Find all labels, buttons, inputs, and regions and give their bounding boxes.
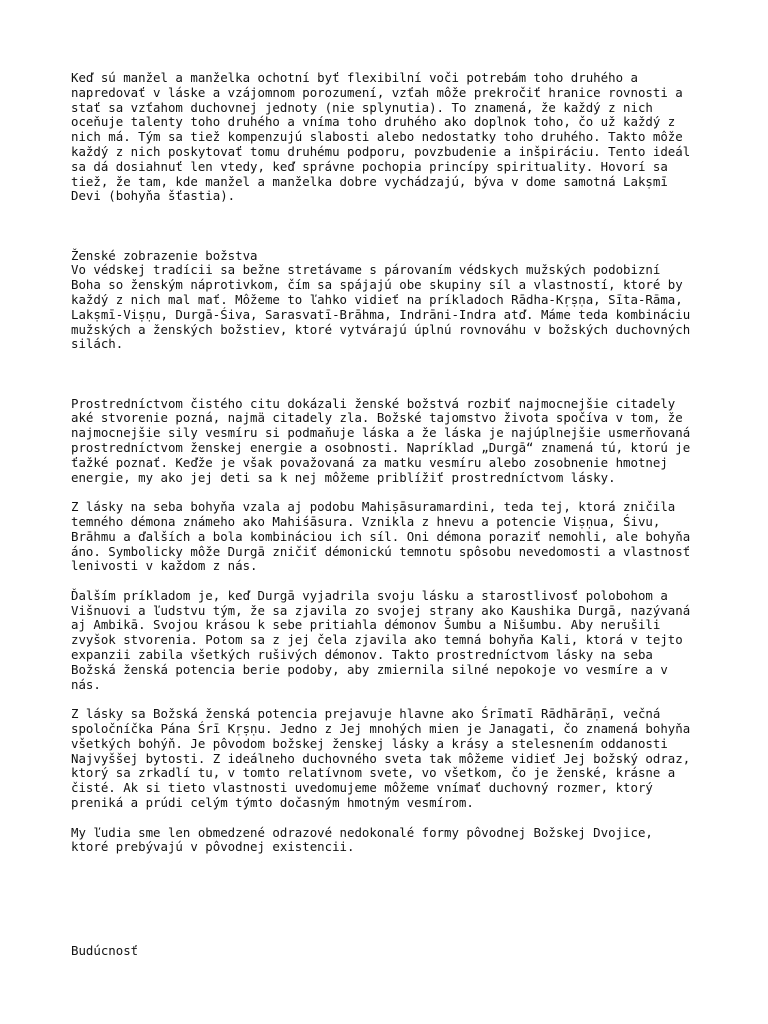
blank-line (71, 855, 711, 870)
blank-line (71, 234, 711, 249)
text-line: Prostredníctvom čistého citu dokázali ženské božstvá rozbiť najmocnejšie citadely (71, 395, 676, 411)
paragraph (71, 707, 711, 811)
text-line: nás. (71, 676, 101, 692)
text-line: každý z nich mal mať. Môžeme to ľahko vidieť na príkladoch Rādha-Kṛṣṇa, Sīta-Rāma, (71, 291, 683, 307)
blank-line (71, 382, 711, 397)
text-line: Z lásky na seba bohyňa vzala aj podobu Mahiṣāsuramardini, teda tej, ktorá zničila (71, 499, 676, 515)
blank-line (71, 914, 711, 929)
text-line: stať sa vzťahom duchovnej jednoty (nie splynutia). To znamená, že každý z nich (71, 99, 653, 115)
text-line: Keď sú manžel a manželka ochotní byť flexibilní voči potrebám toho druhého a (71, 70, 638, 85)
text-line: spoločníčka Pána Śrī Kṛṣṇu. Jedno z Jej mnohých mien je Janagati, čo znamená bohyňa (71, 721, 691, 737)
blank-line (71, 870, 711, 885)
text-line: energie, my ako jej deti sa k nej môžeme priblížiť prostredníctvom lásky. (71, 469, 616, 485)
paragraph (71, 71, 711, 204)
blank-line (71, 885, 711, 900)
text-line: My ľudia sme len obmedzené odrazové nedokonalé formy pôvodnej Božskej Dvojice, (71, 824, 653, 840)
text-line: Z lásky sa Božská ženská potencia prejavuje hlavne ako Śrīmatī Rādhārāṇī, večná (71, 706, 661, 722)
text-line: čisté. Ak si tieto vlastnosti uvedomujeme môžeme vnímať duchovný rozmer, ktorý (71, 780, 653, 796)
text-line: Ženské zobrazenie božstva (71, 247, 258, 263)
text-line: oceňuje talenty toho druhého a vníma toho druhého ako doplnok toho, čo už každý z (71, 114, 676, 130)
text-line: mužských a ženských božstiev, ktoré vytvárajú úplnú rovnováhu v božských duchovných (71, 321, 691, 337)
paragraph (71, 589, 711, 693)
text-line: Vo védskej tradícii sa bežne stretávame s párovaním védskych mužských podobizní (71, 262, 661, 278)
blank-line (71, 367, 711, 382)
text-line: aj Ambikā. Svojou krásou k sebe pritiahla démonov Šumbu a Nišumbu. Aby nerušili (71, 617, 661, 633)
paragraph (71, 500, 711, 574)
text-line: temného démona známeho ako Mahiśāsura. Vznikla z hnevu a potencie Viṣṇua, Śivu, (71, 513, 661, 529)
text-line: silách. (71, 336, 124, 352)
blank-line (71, 900, 711, 915)
text-line: tiež, že tam, kde manžel a manželka dobre vychádzajú, býva v dome samotná Lakṣmī (71, 173, 668, 189)
text-line: aké stvorenie pozná, najmä citadely zla. Božské tajomstvo života spočíva v tom, že (71, 410, 683, 426)
text-line: každý z nich poskytovať tomu druhému podporu, povzbudenie a inšpiráciu. Tento ideál (71, 143, 691, 159)
paragraph (71, 944, 711, 959)
text-line: Najvyššej bytosti. Z ideálneho duchovného sveta tak môžeme vidieť Jej božský odraz, (71, 750, 691, 766)
text-line: Lakṣmī-Viṣṇu, Durgā-Śiva, Sarasvatī-Brāhma, Indrāni-Indra atď. Máme teda kombináciu (71, 306, 691, 322)
text-line: Budúcnosť (71, 943, 139, 959)
text-line: áno. Symbolicky môže Durgā zničiť démonickú temnotu spôsobu nevedomosti a vlastnosť (71, 543, 691, 559)
blank-line (71, 811, 711, 826)
text-line: ktorý sa zrkadlí tu, v tomto relatívnom svete, vo všetkom, čo je ženské, krásne a (71, 765, 676, 781)
paragraph (71, 249, 711, 353)
blank-line (71, 692, 711, 707)
document-page (71, 71, 711, 959)
text-line: Boha so ženským náprotivkom, čím sa spájajú obe skupiny síl a vlastností, ktoré by (71, 277, 683, 293)
text-line: ťažké poznať. Keďže je však považovaná za matku vesmíru alebo zosobnenie hmotnej (71, 454, 668, 470)
text-line: Devi (bohyňa šťastia). (71, 188, 236, 204)
blank-line (71, 219, 711, 234)
blank-line (71, 929, 711, 944)
text-line: preniká a prúdi celým týmto dočasným hmotným vesmírom. (71, 795, 474, 811)
paragraph (71, 397, 711, 486)
paragraph (71, 826, 711, 856)
text-line: sa dá dosiahnuť len vtedy, keď správne pochopia princípy spirituality. Hovorí sa (71, 158, 668, 174)
text-line: ktoré prebývajú v pôvodnej existencii. (71, 839, 355, 855)
text-line: nich má. Tým sa tiež kompenzujú slabosti alebo nedostatky toho druhého. Takto môže (71, 129, 683, 145)
text-line: napredovať v láske a vzájomnom porozumení, vzťah môže prekročiť hranice rovnosti a (71, 84, 683, 100)
blank-line (71, 485, 711, 500)
text-line: Višnuovi a ľudstvu tým, že sa zjavila zo svojej strany ako Kaushika Durgā, nazývaná (71, 602, 691, 618)
text-line: lenivosti v každom z nás. (71, 558, 258, 574)
blank-line (71, 574, 711, 589)
text-line: Brāhmu a ďalších a bola kombináciou ich síl. Oni démona poraziť nemohli, ale bohyňa (71, 528, 691, 544)
blank-line (71, 204, 711, 219)
blank-line (71, 352, 711, 367)
text-line: všetkých bohýň. Je pôvodom božskej ženskej lásky a krásy a stelesnením oddanosti (71, 735, 668, 751)
text-line: prostredníctvom ženskej energie a osobnosti. Napríklad „Durgā“ znamená tú, ktorú je (71, 439, 691, 455)
text-line: expanzii zabila všetkých rušivých démonov. Takto prostredníctvom lásky na seba (71, 647, 653, 663)
text-line: Božská ženská potencia berie podoby, aby zmiernila silné nepokoje vo vesmíre a v (71, 661, 668, 677)
text-line: zvyšok stvorenia. Potom sa z jej čela zjavila ako temná bohyňa Kali, ktorá v tejto (71, 632, 683, 648)
text-line: najmocnejšie sily vesmíru si podmaňuje láska a že láska je najúplnejšie usmerňovaná (71, 425, 691, 441)
text-line: Ďalším príkladom je, keď Durgā vyjadrila svoju lásku a starostlivosť polobohom a (71, 587, 668, 603)
